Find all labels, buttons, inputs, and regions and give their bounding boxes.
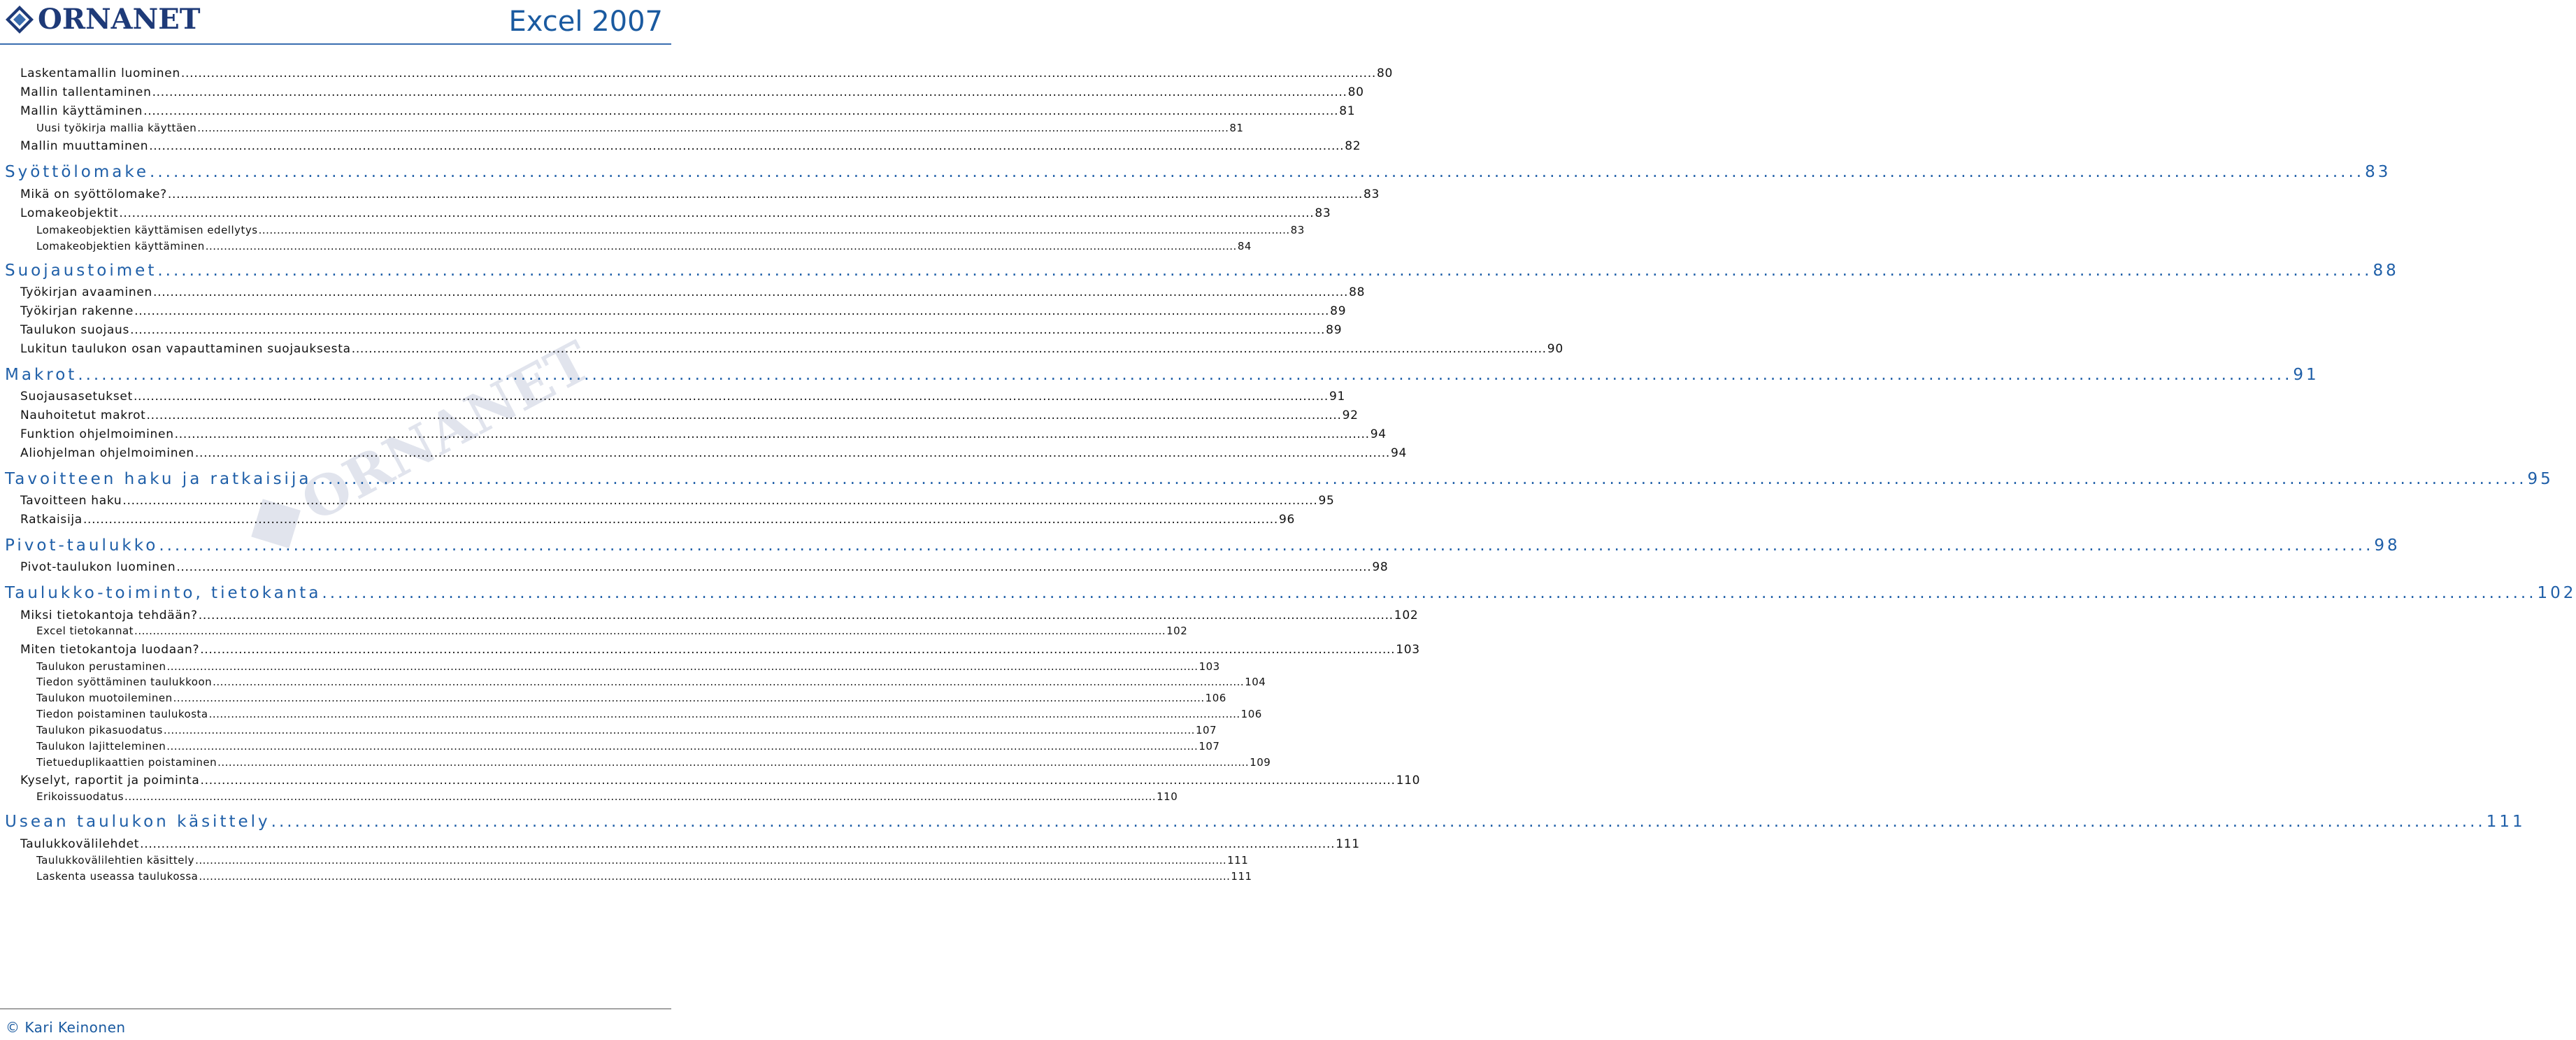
toc-page-number: 111	[1336, 837, 1360, 851]
toc-page-number: 107	[1198, 740, 1220, 753]
toc-page-number: 102	[2537, 584, 2576, 602]
dot-leader	[157, 262, 2372, 280]
watermark-text: ORNANET	[291, 329, 601, 535]
dot-leader	[134, 625, 1166, 637]
toc-entry[interactable]	[20, 408, 1359, 422]
toc-entry-title: Miksi tietokantoja tehdään?	[20, 608, 198, 622]
dot-leader	[199, 608, 1394, 622]
toc-entry[interactable]	[36, 240, 1252, 252]
dot-leader	[166, 740, 1198, 753]
toc-page-number: 94	[1370, 427, 1387, 441]
toc-entry[interactable]	[20, 323, 1343, 337]
toc-entry[interactable]	[20, 837, 1360, 851]
toc-page-number: 111	[2486, 813, 2526, 831]
toc-entry-title: Laskenta useassa taulukossa	[36, 870, 199, 883]
toc-page-number: 98	[1372, 560, 1389, 574]
toc-entry[interactable]	[20, 427, 1387, 441]
toc-entry-title: Mallin muuttaminen	[20, 139, 149, 153]
dot-leader	[167, 660, 1198, 673]
toc-entry[interactable]	[20, 494, 1335, 508]
toc-entry[interactable]	[20, 139, 1361, 153]
dot-leader	[124, 790, 1156, 803]
toc-section-heading[interactable]	[5, 163, 2391, 181]
toc-entry[interactable]	[36, 854, 1249, 867]
toc-entry-title: Lomakeobjektit	[20, 206, 119, 220]
toc-entry[interactable]	[20, 66, 1394, 80]
toc-entry-title: Mikä on syöttölomake?	[20, 187, 167, 201]
toc-page-number: 103	[1396, 643, 1420, 657]
toc-entry[interactable]	[20, 285, 1366, 299]
footer-copyright: © Kari Keinonen	[6, 1019, 126, 1036]
toc-section-heading[interactable]	[5, 470, 2554, 488]
toc-entry[interactable]	[36, 625, 1188, 637]
toc-entry-title: Tavoitteen haku	[20, 494, 122, 508]
toc-entry-title: Taulukon perustaminen	[36, 660, 166, 673]
toc-entry[interactable]	[36, 724, 1217, 736]
toc-entry-title: Kyselyt, raportit ja poiminta	[20, 774, 200, 788]
dot-leader	[119, 206, 1314, 220]
dot-leader	[122, 494, 1317, 508]
dot-leader	[164, 724, 1195, 736]
toc-entry-title: Funktion ohjelmoiminen	[20, 427, 174, 441]
toc-page-number: 83	[1290, 224, 1305, 236]
toc-entry[interactable]	[36, 740, 1220, 753]
toc-entry-title: Taulukkovälilehtien käsittely	[36, 854, 195, 867]
dot-leader	[134, 304, 1329, 318]
toc-page-number: 84	[1237, 240, 1252, 252]
toc-entry-title: Tietueduplikaattien poistaminen	[36, 756, 217, 769]
toc-entry-title: Miten tietokantoja luodaan?	[20, 643, 200, 657]
toc-entry-title: Lukitun taulukon osan vapauttaminen suojauksesta	[20, 342, 351, 356]
document-title: Excel 2007	[508, 6, 663, 38]
toc-page-number: 110	[1157, 790, 1178, 803]
toc-entry[interactable]	[36, 676, 1266, 688]
toc-entry-title: Nauhoitetut makrot	[20, 408, 146, 422]
toc-entry[interactable]	[20, 104, 1356, 118]
toc-entry[interactable]	[20, 390, 1346, 404]
toc-page-number: 102	[1394, 608, 1419, 622]
toc-page-number: 104	[1245, 676, 1266, 688]
toc-entry[interactable]	[36, 708, 1262, 720]
toc-page-number: 98	[2374, 536, 2400, 555]
toc-page-number: 80	[1377, 66, 1394, 80]
toc-page-number: 82	[1345, 139, 1361, 153]
dot-leader	[175, 427, 1370, 441]
toc-entry[interactable]	[20, 560, 1389, 574]
toc-page-number: 94	[1390, 446, 1407, 460]
toc-entry[interactable]	[20, 187, 1380, 201]
toc-section-heading[interactable]	[5, 584, 2576, 602]
toc-entry[interactable]	[20, 304, 1347, 318]
toc-entry-title: Uusi työkirja mallia käyttäen	[36, 122, 197, 134]
toc-entry-title: Työkirjan avaaminen	[20, 285, 152, 299]
toc-entry-title: Taulukko-toiminto, tietokanta	[5, 584, 322, 602]
dot-leader	[259, 224, 1290, 236]
dot-leader	[168, 187, 1363, 201]
toc-entry[interactable]	[36, 756, 1271, 769]
toc-page-number: 95	[2527, 470, 2554, 488]
toc-entry-title: Suojaustoimet	[5, 262, 157, 280]
dot-leader	[83, 513, 1278, 527]
dot-leader	[195, 854, 1226, 867]
toc-page-number: 91	[2293, 366, 2319, 384]
dot-leader	[201, 774, 1396, 788]
toc-entry-title: Taulukon lajitteleminen	[36, 740, 166, 753]
toc-page-number: 109	[1250, 756, 1271, 769]
toc-entry[interactable]	[20, 342, 1564, 356]
toc-page-number: 81	[1339, 104, 1356, 118]
toc-entry-title: Taulukon muotoileminen	[36, 692, 173, 704]
toc-page-number: 88	[2373, 262, 2399, 280]
toc-entry-title: Mallin käyttäminen	[20, 104, 143, 118]
toc-page-number: 83	[1315, 206, 1331, 220]
page-header	[0, 0, 671, 42]
toc-page-number: 111	[1231, 870, 1252, 883]
toc-entry-title: Pivot-taulukon luominen	[20, 560, 176, 574]
toc-page-number: 80	[1347, 85, 1364, 99]
toc-entry-title: Makrot	[5, 366, 78, 384]
toc-entry[interactable]	[20, 85, 1364, 99]
dot-leader	[195, 446, 1390, 460]
toc-entry-title: Lomakeobjektien käyttäminen	[36, 240, 205, 252]
toc-page-number: 95	[1318, 494, 1335, 508]
toc-entry-title: Suojausasetukset	[20, 390, 133, 404]
toc-section-heading[interactable]	[5, 366, 2319, 384]
toc-page-number: 83	[2365, 163, 2391, 181]
toc-entry-title: Erikoissuodatus	[36, 790, 124, 803]
dot-leader	[176, 560, 1371, 574]
toc-entry[interactable]	[36, 122, 1244, 134]
dot-leader	[130, 323, 1325, 337]
toc-entry[interactable]	[20, 513, 1296, 527]
toc-entry-title: Tavoitteen haku ja ratkaisija	[5, 470, 312, 488]
toc-entry-title: Taulukkovälilehdet	[20, 837, 140, 851]
dot-leader	[159, 536, 2373, 555]
dot-leader	[150, 163, 2364, 181]
toc-page-number: 102	[1166, 625, 1188, 637]
toc-entry-title: Pivot-taulukko	[5, 536, 159, 555]
dot-leader	[134, 390, 1329, 404]
dot-leader	[322, 584, 2536, 602]
dot-leader	[140, 837, 1335, 851]
toc-entry-title: Syöttölomake	[5, 163, 150, 181]
dot-leader	[213, 676, 1244, 688]
toc-entry[interactable]	[20, 446, 1407, 460]
header-divider	[0, 43, 671, 45]
dot-leader	[153, 285, 1348, 299]
toc-entry[interactable]	[36, 790, 1178, 803]
toc-entry-title: Mallin tallentaminen	[20, 85, 152, 99]
dot-leader	[200, 643, 1395, 657]
dot-leader	[206, 240, 1237, 252]
dot-leader	[173, 692, 1205, 704]
toc-page-number: 111	[1227, 854, 1249, 867]
toc-entry[interactable]	[20, 774, 1421, 788]
toc-section-heading[interactable]	[5, 262, 2399, 280]
toc-entry[interactable]	[20, 608, 1419, 622]
toc-entry-title: Tiedon poistaminen taulukosta	[36, 708, 208, 720]
toc-page-number: 88	[1349, 285, 1366, 299]
toc-page-number: 92	[1342, 408, 1359, 422]
dot-leader	[352, 342, 1547, 356]
dot-leader	[78, 366, 2292, 384]
dot-leader	[199, 870, 1230, 883]
toc-page-number: 110	[1396, 774, 1421, 788]
toc-page-number: 107	[1195, 724, 1217, 736]
dot-leader	[312, 470, 2526, 488]
toc-entry-title: Usean taulukon käsittely	[5, 813, 271, 831]
dot-leader	[143, 104, 1338, 118]
dot-leader	[149, 139, 1344, 153]
toc-entry-title: Lomakeobjektien käyttämisen edellytys	[36, 224, 258, 236]
toc-entry-title: Ratkaisija	[20, 513, 83, 527]
toc-entry[interactable]	[36, 692, 1226, 704]
dot-leader	[147, 408, 1342, 422]
toc-page-number: 91	[1329, 390, 1346, 404]
dot-leader	[181, 66, 1376, 80]
dot-leader	[197, 122, 1229, 134]
toc-page-number: 96	[1279, 513, 1296, 527]
toc-entry-title: Excel tietokannat	[36, 625, 134, 637]
toc-page-number: 89	[1330, 304, 1347, 318]
toc-entry[interactable]	[36, 660, 1220, 673]
dot-leader	[217, 756, 1249, 769]
toc-page-number: 106	[1205, 692, 1226, 704]
toc-page-number: 103	[1198, 660, 1220, 673]
toc-entry-title: Tiedon syöttäminen taulukkoon	[36, 676, 213, 688]
toc-section-heading[interactable]	[5, 536, 2400, 555]
toc-page-number: 83	[1364, 187, 1380, 201]
dot-leader	[152, 85, 1347, 99]
toc-entry[interactable]	[36, 870, 1252, 883]
toc-entry-title: Työkirjan rakenne	[20, 304, 134, 318]
ornanet-logo	[4, 1, 201, 38]
toc-entry-title: Laskentamallin luominen	[20, 66, 180, 80]
toc-entry[interactable]	[20, 206, 1331, 220]
toc-entry-title: Taulukon pikasuodatus	[36, 724, 163, 736]
toc-entry-title: Aliohjelman ohjelmoiminen	[20, 446, 194, 460]
toc-page-number: 81	[1229, 122, 1244, 134]
toc-entry[interactable]	[36, 224, 1305, 236]
toc-page-number: 90	[1547, 342, 1564, 356]
logo-text: ORNANET	[38, 3, 201, 36]
toc-page-number: 106	[1240, 708, 1262, 720]
dot-leader	[209, 708, 1240, 720]
toc-page-number: 89	[1326, 323, 1343, 337]
toc-section-heading[interactable]	[5, 813, 2526, 831]
ornanet-logo-icon	[4, 4, 35, 35]
toc-entry[interactable]	[20, 643, 1420, 657]
dot-leader	[271, 813, 2486, 831]
toc-entry-title: Taulukon suojaus	[20, 323, 130, 337]
